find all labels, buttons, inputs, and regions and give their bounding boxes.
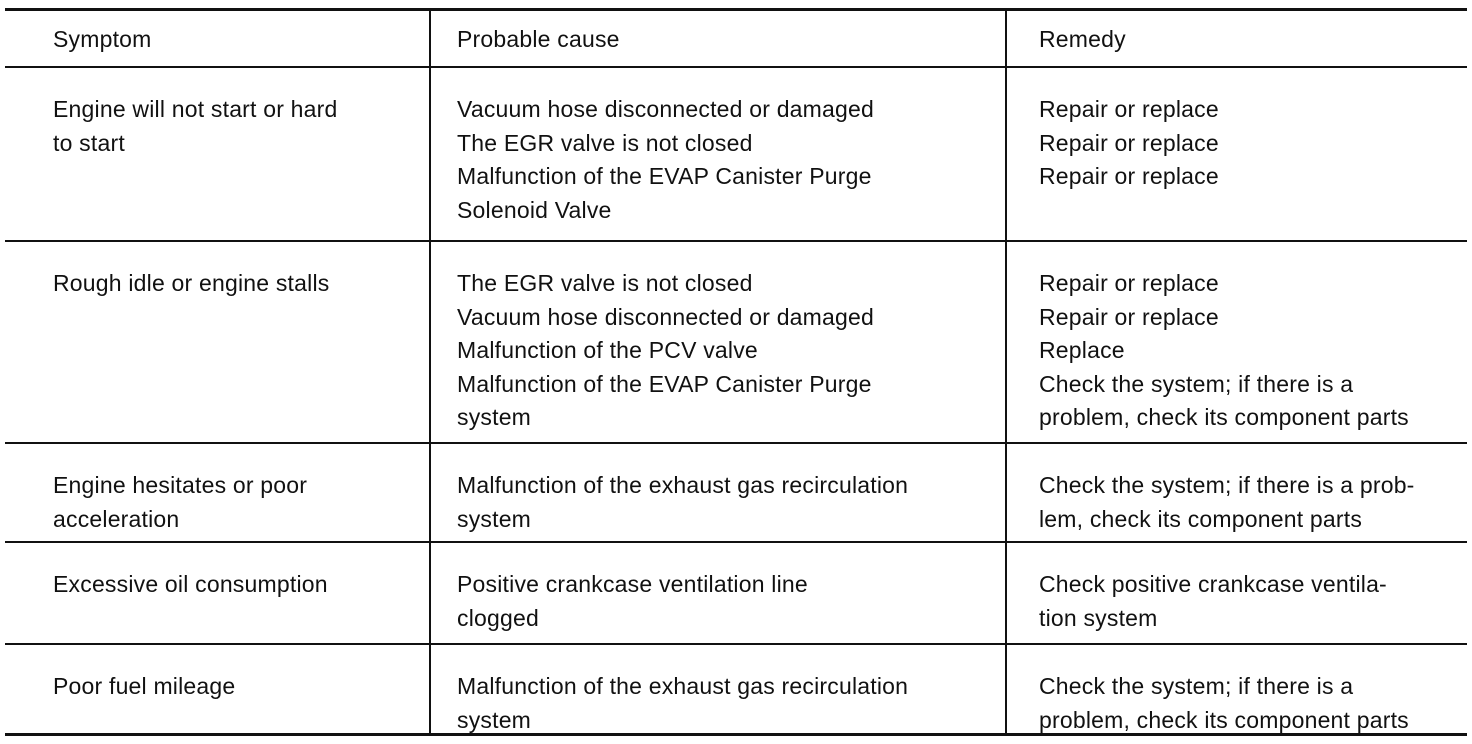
- remedy-cell: [1039, 568, 1464, 635]
- symptom-line: Poor fuel mileage: [53, 673, 236, 699]
- remedy-line: Check the system; if there is a prob-: [1039, 472, 1415, 498]
- remedy-line: Repair or replace: [1039, 96, 1219, 122]
- symptom-cell: [53, 93, 413, 160]
- remedy-line: tion system: [1039, 604, 1158, 631]
- cause-cell: [457, 267, 987, 435]
- table-header-row: [5, 11, 1467, 66]
- symptom-cell: [53, 469, 413, 536]
- row-divider: [5, 643, 1467, 645]
- symptom-line: Engine hesitates or poor: [53, 472, 308, 498]
- table-row: [5, 66, 1467, 240]
- troubleshooting-table: [5, 8, 1467, 736]
- symptom-cell: [53, 267, 413, 301]
- remedy-line: Check the system; if there is a: [1039, 370, 1354, 397]
- cause-line: Vacuum hose disconnected or damaged: [457, 96, 875, 122]
- symptom-line: acceleration: [53, 505, 180, 532]
- cause-line: Malfunction of the exhaust gas recirculation: [457, 673, 909, 699]
- remedy-line: Repair or replace: [1039, 303, 1219, 330]
- cause-line: Malfunction of the exhaust gas recirculation: [457, 472, 909, 498]
- remedy-line: lem, check its component parts: [1039, 505, 1363, 532]
- remedy-cell: [1039, 267, 1464, 435]
- header-symptom: Symptom: [53, 26, 152, 52]
- remedy-line: Check positive crankcase ventila-: [1039, 571, 1387, 597]
- row-divider: [5, 442, 1467, 444]
- symptom-line: to start: [53, 129, 125, 156]
- cause-line: clogged: [457, 604, 539, 631]
- cause-line: Malfunction of the EVAP Canister Purge: [457, 370, 872, 397]
- cause-line: system: [457, 505, 532, 532]
- cause-cell: [457, 469, 987, 536]
- remedy-cell: [1039, 670, 1464, 737]
- symptom-cell: [53, 568, 413, 602]
- cause-cell: [457, 670, 987, 737]
- remedy-line: problem, check its component parts: [1039, 706, 1409, 733]
- remedy-line: Repair or replace: [1039, 270, 1219, 296]
- cause-line: system: [457, 706, 532, 733]
- row-divider: [5, 541, 1467, 543]
- row-divider: [5, 240, 1467, 242]
- cause-line: Vacuum hose disconnected or damaged: [457, 303, 875, 330]
- header-remedy: Remedy: [1039, 26, 1126, 52]
- cause-cell: [457, 93, 987, 227]
- cause-line: Malfunction of the EVAP Canister Purge: [457, 163, 872, 189]
- cause-line: The EGR valve is not closed: [457, 270, 753, 296]
- table-row: [5, 541, 1467, 643]
- cause-line: Positive crankcase ventilation line: [457, 571, 808, 597]
- cause-line: The EGR valve is not closed: [457, 129, 753, 156]
- table-row: [5, 240, 1467, 442]
- table-row: [5, 442, 1467, 541]
- cause-cell: [457, 568, 987, 635]
- symptom-cell: [53, 670, 413, 704]
- remedy-cell: [1039, 93, 1464, 194]
- symptom-line: Rough idle or engine stalls: [53, 270, 330, 296]
- table-row: [5, 643, 1467, 736]
- remedy-line: Repair or replace: [1039, 163, 1219, 189]
- header-probable-cause: Probable cause: [457, 26, 620, 52]
- symptom-line: Excessive oil consumption: [53, 571, 328, 597]
- symptom-line: Engine will not start or hard: [53, 96, 338, 122]
- remedy-line: Check the system; if there is a: [1039, 673, 1354, 699]
- cause-line: Malfunction of the PCV valve: [457, 337, 758, 363]
- remedy-cell: [1039, 469, 1464, 536]
- cause-line: system: [457, 404, 532, 430]
- cause-line: Solenoid Valve: [457, 196, 612, 223]
- remedy-line: Replace: [1039, 337, 1125, 363]
- row-divider: [5, 66, 1467, 68]
- remedy-line: Repair or replace: [1039, 129, 1219, 156]
- remedy-line: problem, check its component parts: [1039, 404, 1409, 430]
